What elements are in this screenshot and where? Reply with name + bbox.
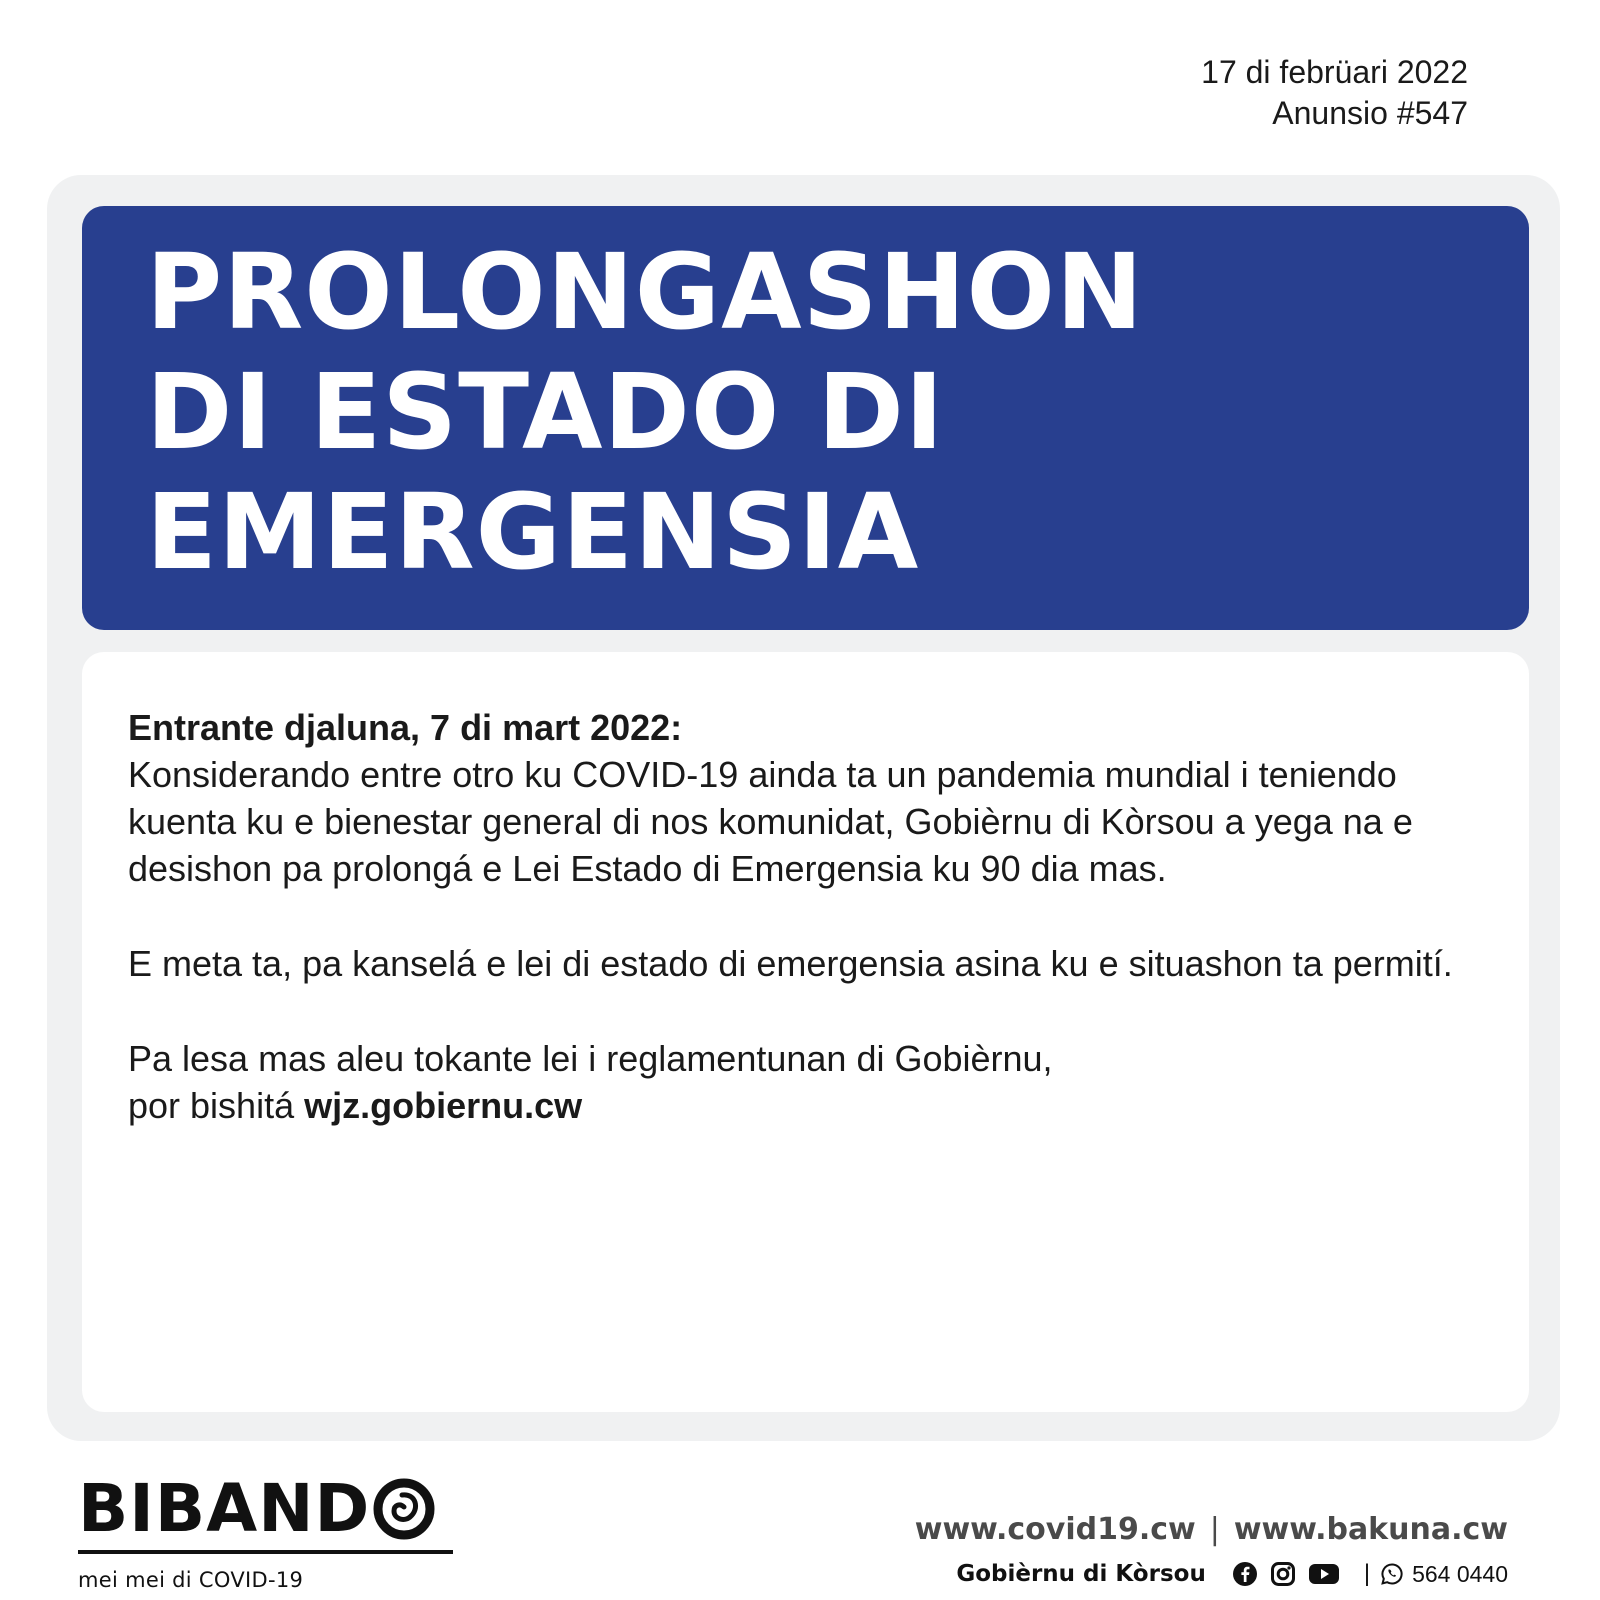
logo-word-text: BIBAND [78,1470,371,1547]
social-icons [1232,1561,1352,1587]
paragraph-3 [128,1035,1479,1129]
logo-wordmark [78,1472,453,1546]
facebook-icon[interactable] [1232,1561,1258,1587]
government-name: Gobièrnu di Kòrsou [956,1561,1206,1587]
site-separator: | [1209,1512,1220,1547]
logo-tagline: mei mei di COVID-19 [78,1568,304,1592]
whatsapp-icon [1380,1562,1404,1586]
bibando-logo [78,1472,453,1592]
paragraph-3-prefix: por bishitá [128,1085,305,1126]
paragraph-2: E meta ta, pa kanselá e lei di estado di emergensia asina ku e situashon ta permití. [128,943,1453,984]
logo-o-icon [372,1477,436,1541]
paragraph-1 [128,704,1479,892]
logo-rule [78,1550,453,1554]
title-line-1: PROLONGASHON [146,231,1144,353]
body-card [82,652,1529,1412]
title-banner [82,206,1529,630]
announcement-number: Anunsio #547 [1272,95,1468,131]
phone-contact[interactable] [1380,1561,1508,1588]
title-line-2: DI ESTADO DI [146,351,945,473]
footer-divider: | [1363,1560,1371,1587]
instagram-icon[interactable] [1270,1561,1296,1587]
announcement-date: 17 di febrüari 2022 [1201,54,1468,90]
paragraph-1-text: Konsiderando entre otro ku COVID-19 ainda ta un pandemia mundial i teniendo kuenta ku e bienestar general di nos komunidat, Gobièrnu di Kòrsou a yega na e desishon pa prolongá e Lei Estado di Emergensia ku 90 dia mas. [128,754,1413,889]
footer-contact [915,1512,1508,1588]
phone-number: 564 0440 [1412,1560,1508,1587]
footer-bottom-row [915,1560,1508,1588]
youtube-icon[interactable] [1308,1562,1340,1586]
title-line-3: EMERGENSIA [146,471,920,593]
site-link-covid19[interactable]: www.covid19.cw [914,1512,1196,1547]
site-link-bakuna[interactable]: www.bakuna.cw [1233,1512,1508,1547]
footer-websites [915,1512,1508,1548]
lead-date: Entrante djaluna, 7 di mart 2022: [128,707,683,748]
website-link[interactable]: wjz.gobiernu.cw [304,1085,583,1126]
header-meta [1201,52,1468,134]
paragraph-3-line-1: Pa lesa mas aleu tokante lei i reglamentunan di Gobièrnu, [128,1038,1053,1079]
